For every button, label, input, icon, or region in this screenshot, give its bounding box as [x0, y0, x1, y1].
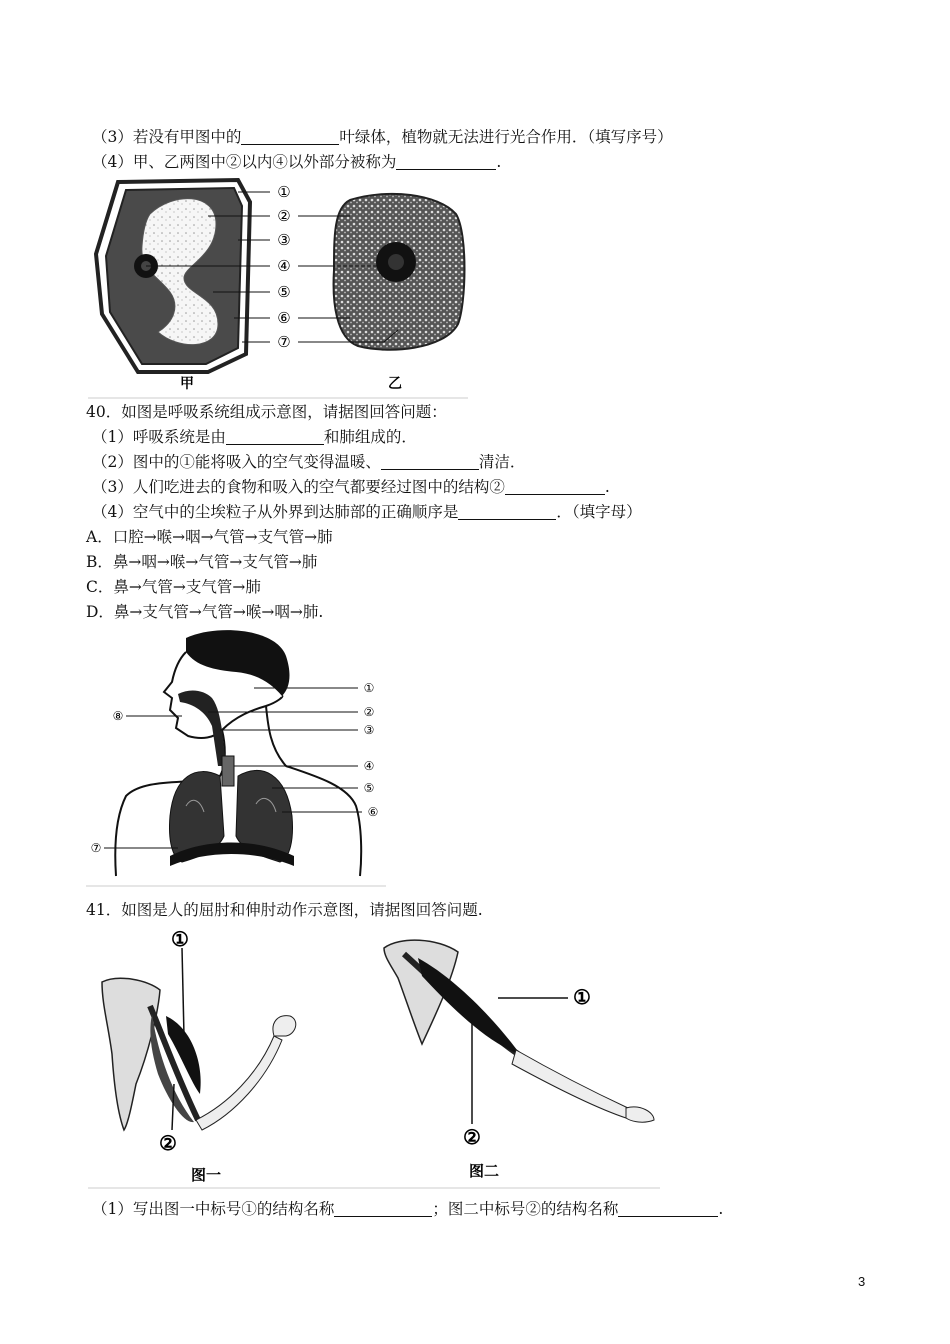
fig1-label-2: ②: [159, 1131, 177, 1155]
caption-yi: 乙: [388, 376, 402, 392]
answer-blank[interactable]: [618, 1200, 718, 1217]
answer-blank[interactable]: [396, 153, 496, 170]
q40-stem: 40．如图是呼吸系统组成示意图，请据图回答问题：: [86, 403, 447, 421]
cell-diagram-figure: [88, 174, 468, 400]
forearm-1: [196, 1036, 282, 1130]
arm-movement-figure: [88, 924, 660, 1190]
hand-2: [626, 1107, 654, 1122]
caption-jia: 甲: [180, 376, 194, 392]
q39-item3: （3）若没有甲图中的 叶绿体，植物就无法进行光合作用．（填写序号）: [92, 128, 673, 146]
q40-option-b: B．鼻→咽→喉→气管→支气管→肺: [86, 553, 318, 571]
page-number: 3: [858, 1274, 866, 1289]
answer-blank[interactable]: [381, 453, 479, 470]
resp-label-1: ①: [363, 681, 375, 695]
resp-label-8: ⑧: [112, 709, 124, 723]
resp-label-7: ⑦: [90, 841, 102, 855]
q40-option-c: C．鼻→气管→支气管→肺: [86, 578, 261, 596]
q41-stem: 41．如图是人的屈肘和伸肘动作示意图，请据图回答问题.: [86, 901, 483, 919]
fig2-label-1: ①: [573, 985, 591, 1009]
resp-label-2: ②: [363, 705, 375, 719]
answer-blank[interactable]: [241, 128, 339, 145]
shoulder-blade-1: [102, 978, 160, 1130]
q40-option-a: A．口腔→喉→咽→气管→支气管→肺: [86, 528, 333, 546]
q40-option-d: D．鼻→支气管→气管→喉→咽→肺.: [86, 603, 324, 621]
cell-label-4: ④: [277, 257, 291, 275]
cell-label-1: ①: [277, 183, 291, 201]
q40-item4: （4）空气中的尘埃粒子从外界到达肺部的正确顺序是 ．（填字母）: [92, 503, 642, 521]
cell-label-3: ③: [277, 231, 291, 249]
cell-label-7: ⑦: [277, 333, 291, 351]
resp-label-6: ⑥: [367, 805, 379, 819]
resp-label-3: ③: [363, 723, 375, 737]
cell-label-6: ⑥: [277, 309, 291, 327]
forearm-2: [512, 1050, 628, 1118]
fig1-label-1: ①: [171, 927, 189, 951]
respiratory-system-figure: [86, 626, 386, 888]
resp-label-4: ④: [363, 759, 375, 773]
answer-blank[interactable]: [505, 478, 605, 495]
q40-item2: （2）图中的①能将吸入的空气变得温暖、 清洁．: [92, 453, 526, 471]
resp-label-5: ⑤: [363, 781, 375, 795]
arm-diagram: [88, 924, 660, 1190]
cell-label-5: ⑤: [277, 283, 291, 301]
q40-item1: （1）呼吸系统是由 和肺组成的．: [92, 428, 417, 446]
answer-blank[interactable]: [458, 503, 556, 520]
answer-blank[interactable]: [334, 1200, 432, 1217]
cell-label-2: ②: [277, 207, 291, 225]
answer-blank[interactable]: [226, 428, 324, 445]
caption-fig1: 图一: [190, 1166, 222, 1184]
fig2-label-2: ②: [463, 1125, 481, 1149]
q41-item1: （1）写出图一中标号①的结构名称 ；图二中标号②的结构名称 .: [92, 1200, 724, 1218]
trachea: [222, 756, 234, 786]
hair: [186, 630, 289, 696]
q39-item4: （4）甲、乙两图中②以内④以外部分被称为 .: [92, 153, 502, 171]
caption-fig2: 图二: [468, 1162, 500, 1180]
nasal-cavity: [178, 691, 226, 766]
hand-1: [273, 1016, 296, 1036]
q40-item3: （3）人们吃进去的食物和吸入的空气都要经过图中的结构② .: [92, 478, 610, 496]
cell-diagram: [88, 174, 468, 400]
respiratory-diagram: [86, 626, 386, 888]
